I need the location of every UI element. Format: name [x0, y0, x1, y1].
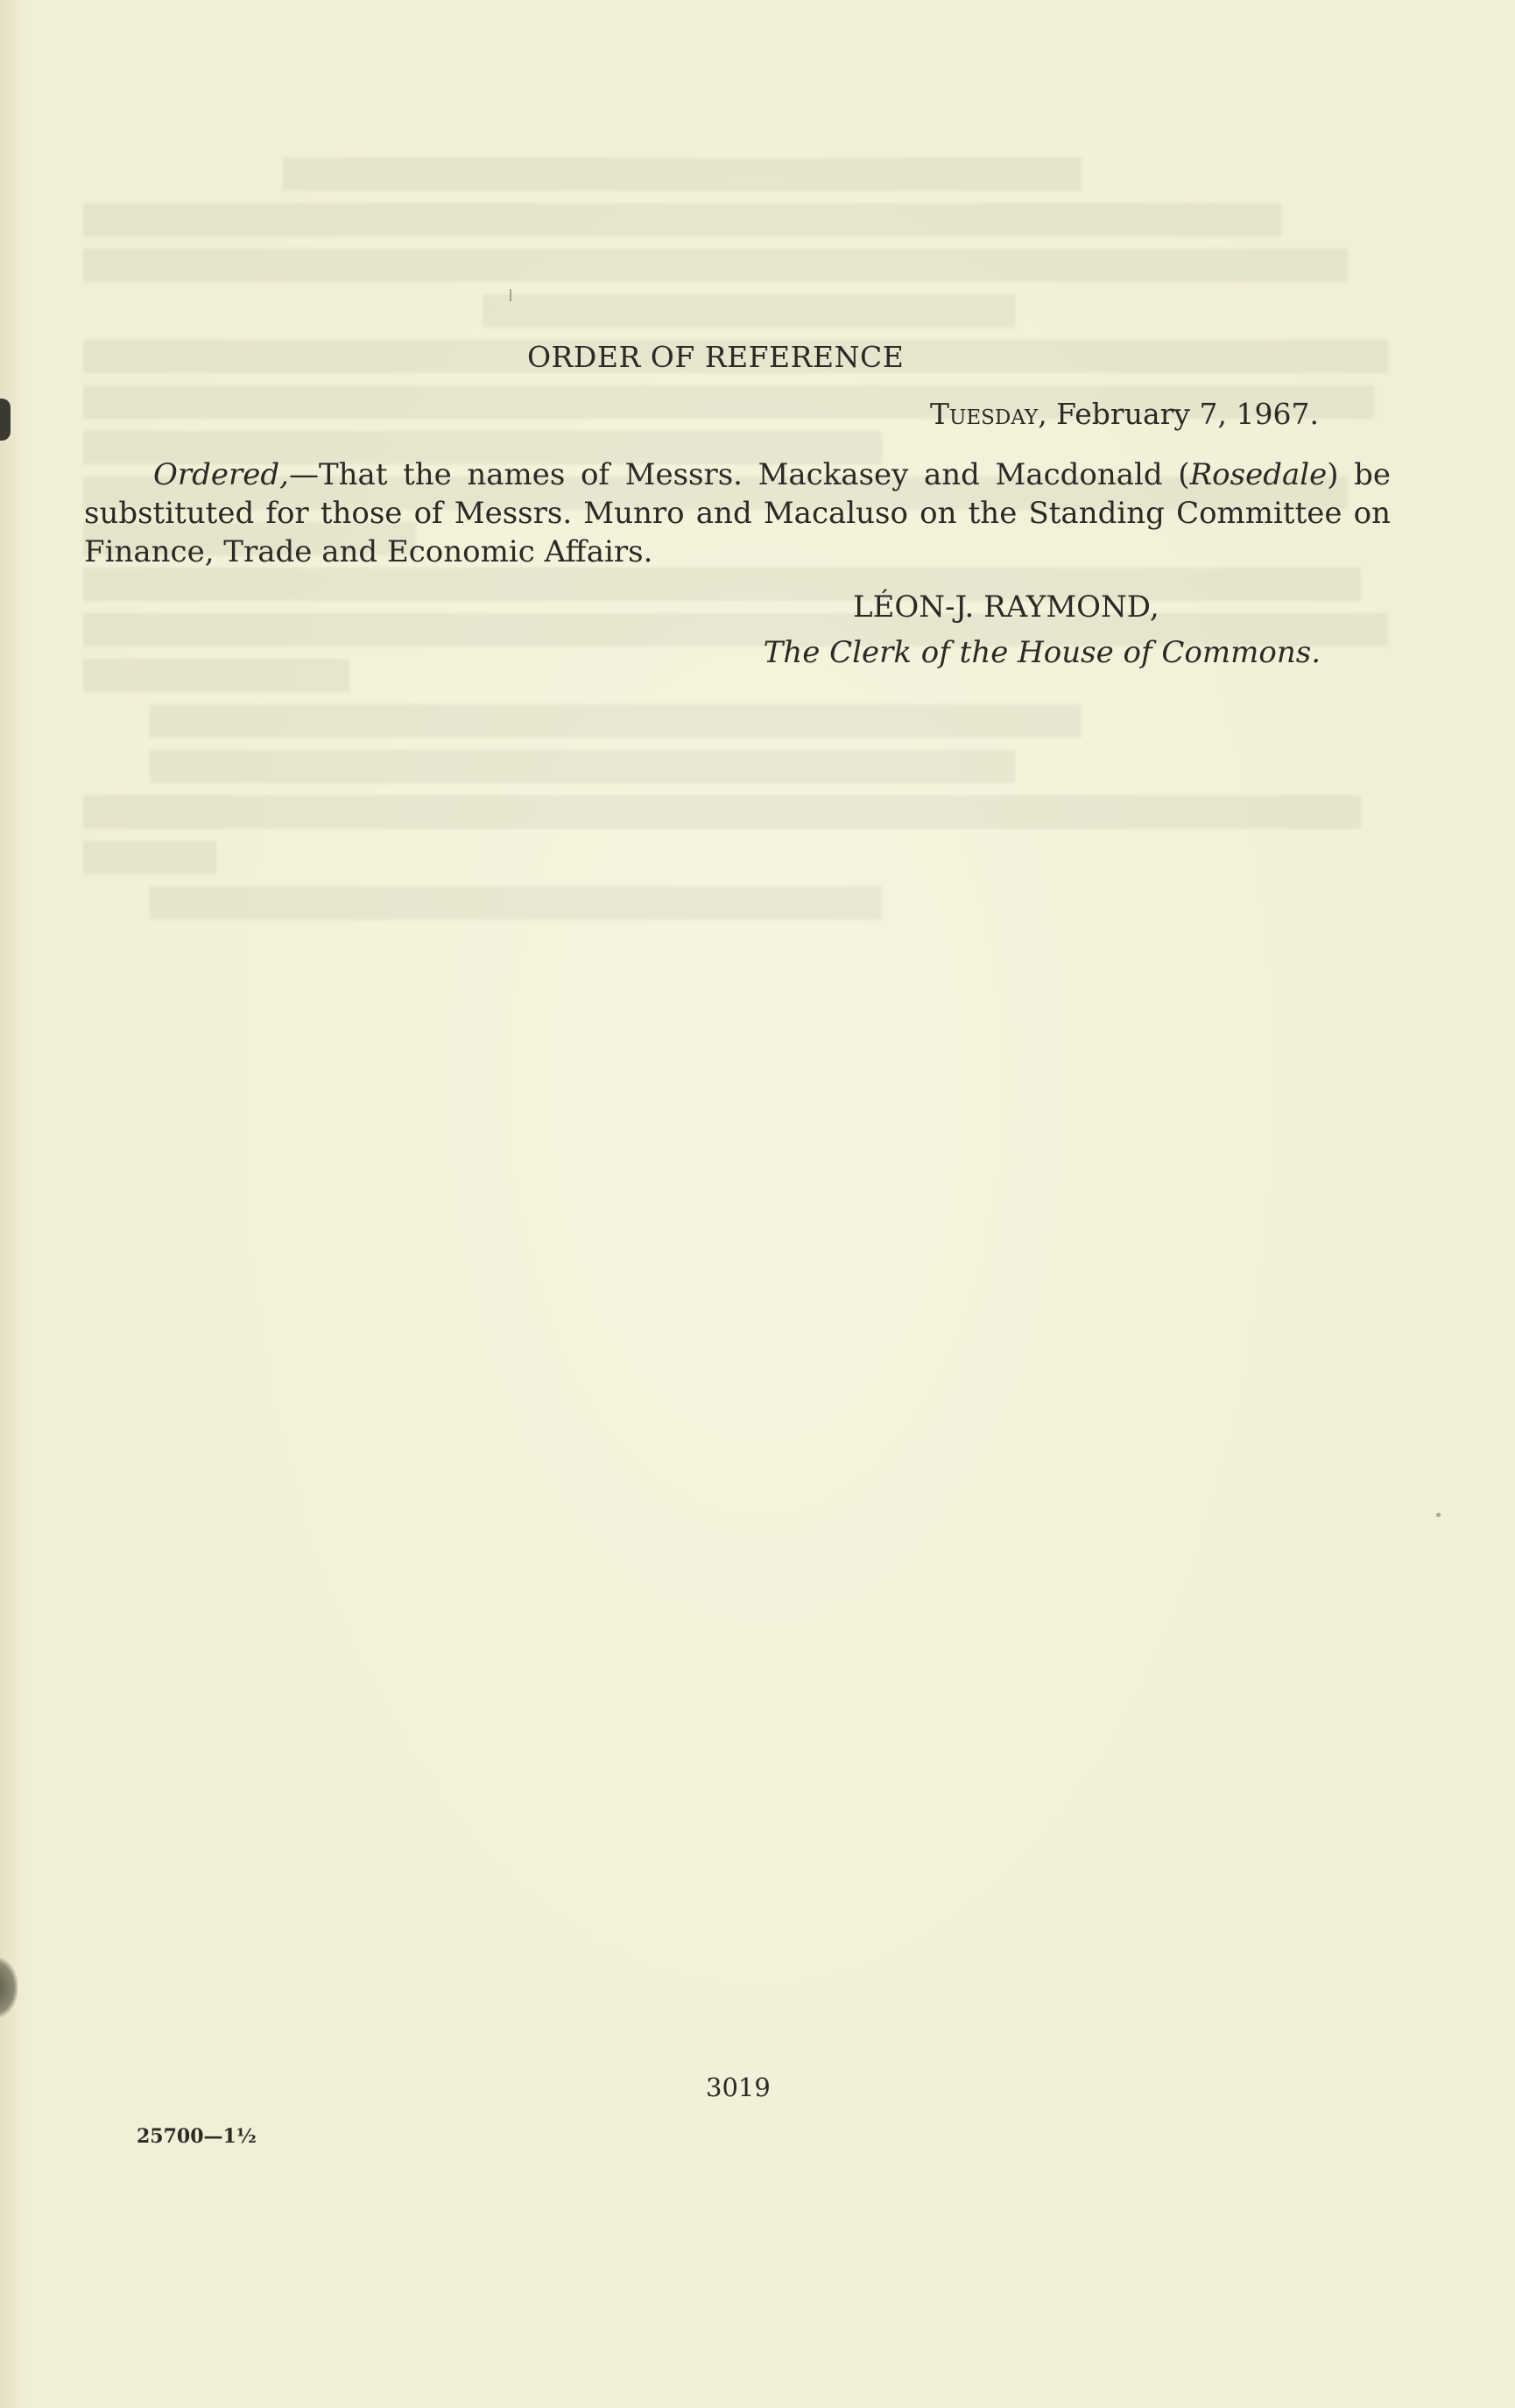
ordered-word: Ordered, [153, 457, 289, 492]
order-paragraph [84, 455, 1391, 571]
dateline [930, 397, 1319, 431]
signatory-title: The Clerk of the House of Commons. [763, 635, 1321, 670]
order-text-part-2: ) be substituted for those of Messrs. Munro and Macaluso on the Standing Committee on Finance, Trade and Economic Affairs. [84, 457, 1391, 569]
binding-hole-mark [0, 399, 11, 441]
signatory-name: LÉON-J. RAYMOND, [853, 590, 1159, 625]
print-speck [510, 289, 511, 301]
riding-name: Rosedale [1189, 457, 1328, 492]
bleed-through-text [83, 158, 1414, 1980]
order-text-part-1: —That the names of Messrs. Mackasey and Macdonald ( [288, 457, 1190, 492]
section-heading: ORDER OF REFERENCE [527, 340, 905, 374]
page-number: 3019 [706, 2073, 771, 2102]
date-text: , February 7, 1967. [1038, 397, 1319, 431]
binding-hole-mark [0, 1958, 18, 2017]
print-speck [1436, 1513, 1441, 1517]
date-weekday: Tuesday [929, 397, 1039, 431]
printer-code: 25700—1½ [137, 2125, 257, 2148]
